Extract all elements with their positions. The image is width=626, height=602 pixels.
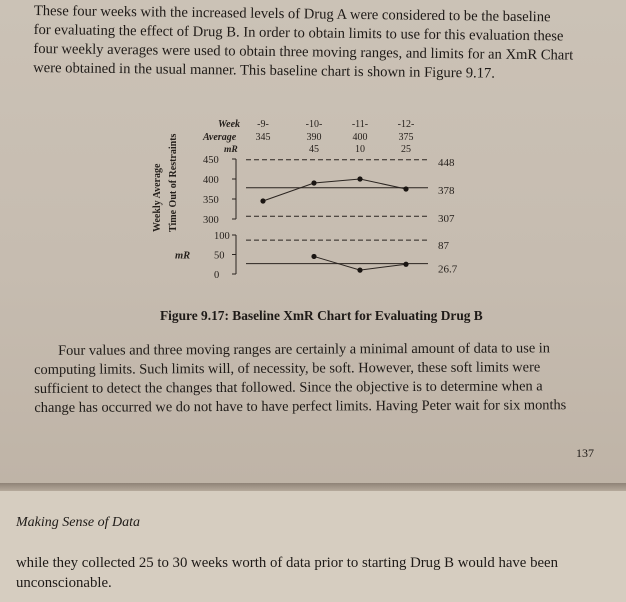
xmr-chart <box>0 0 626 300</box>
mr-chart-label: mR <box>175 250 191 262</box>
average-value: 345 <box>255 132 271 143</box>
moving-range-value: 25 <box>401 144 411 155</box>
mr-chart-limit-label: 87 <box>438 240 449 253</box>
page-number: 137 <box>576 446 594 460</box>
week-label: -11- <box>351 119 369 130</box>
body-paragraph <box>34 339 596 418</box>
moving-range-value: 10 <box>355 144 365 155</box>
mr-chart-tick-label: 0 <box>214 270 220 281</box>
average-value: 400 <box>352 132 368 143</box>
x-chart-tick-label: 350 <box>203 195 219 206</box>
x-chart-point <box>311 180 316 185</box>
x-chart-tick-label: 400 <box>203 175 219 186</box>
average-value: 375 <box>398 132 414 143</box>
average-value: 390 <box>306 132 322 143</box>
mr-chart-limit-label: 26.7 <box>438 263 458 276</box>
week-label: -10- <box>305 119 323 130</box>
x-chart-limit-label: 307 <box>438 213 455 226</box>
text-line: unconscionable. <box>16 575 112 591</box>
y-axis-label-line1: Weekly Average <box>152 163 163 232</box>
average-row-label: Average <box>203 132 237 143</box>
mr-chart-point <box>403 262 408 267</box>
week-label: -9- <box>257 119 269 130</box>
y-axis-label-line2: Time Out of Restraints <box>168 133 179 232</box>
text-line: four weekly averages were used to obtain three moving ranges, and limits for an XmR Chart <box>33 40 574 64</box>
x-chart-tick-label: 450 <box>203 155 219 166</box>
x-chart-series-line <box>263 179 406 201</box>
x-chart-limit-label: 448 <box>438 156 455 169</box>
mr-chart-tick-label: 50 <box>214 250 225 262</box>
continuation-paragraph <box>16 553 616 593</box>
text-line: Four values and three moving ranges are certainly a minimal amount of data to use in <box>58 340 551 359</box>
text-line: while they collected 25 to 30 weeks worth of data prior to starting Drug B would have been <box>16 555 559 571</box>
text-line: sufficient to detect the changes that followed. Since the objective is to determine when a <box>34 378 543 397</box>
mr-chart-point <box>357 268 362 273</box>
next-book-page <box>0 491 626 602</box>
running-head: Making Sense of Data <box>16 515 141 530</box>
x-chart-point <box>403 186 408 191</box>
text-line: These four weeks with the increased levels of Drug A were considered to be the baseline <box>33 2 551 26</box>
week-label: -12- <box>397 119 415 130</box>
x-chart-point <box>357 176 362 181</box>
mr-chart-tick-label: 100 <box>214 231 230 242</box>
page-gutter <box>0 483 626 491</box>
moving-range-value: 45 <box>309 144 319 155</box>
text-line: computing limits. Such limits will, of necessity, be soft. However, these soft limits were <box>34 359 541 378</box>
text-line: change has occurred we do not have to have perfect limits. Having Peter wait for six months <box>34 397 567 416</box>
text-line: were obtained in the usual manner. This baseline chart is shown in Figure 9.17. <box>33 59 496 82</box>
figure-caption: Figure 9.17: Baseline XmR Chart for Evaluating Drug B <box>160 308 483 323</box>
text-line: for evaluating the effect of Drug B. In order to obtain limits to use for this evaluation these <box>33 21 564 45</box>
week-row-label: Week <box>218 119 241 130</box>
mr-chart-point <box>311 254 316 259</box>
x-chart-point <box>260 198 265 203</box>
x-chart-tick-label: 300 <box>203 215 219 226</box>
x-chart-limit-label: 378 <box>438 184 455 197</box>
mr-row-label: mR <box>224 145 238 155</box>
